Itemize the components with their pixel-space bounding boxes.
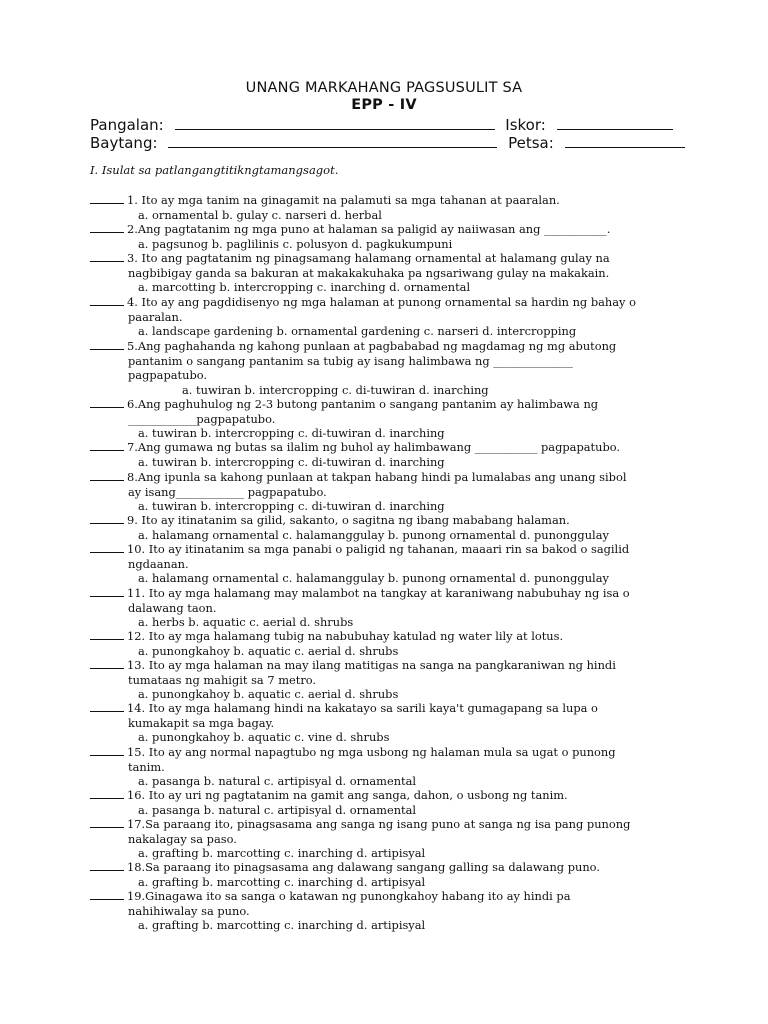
question-stem: 15. Ito ay ang normal napagtubo ng mga usbong ng halaman mula sa ugat o punong bbox=[127, 745, 616, 759]
question-stem: 14. Ito ay mga halamang hindi na kakatayo sa sarili kaya't gumagapang sa lupa o bbox=[127, 701, 598, 715]
answer-options: a. tuwiran b. intercropping c. di-tuwiran d. inarching bbox=[138, 499, 445, 513]
answer-blank[interactable] bbox=[90, 513, 124, 524]
answer-options: a. punongkahoy b. aquatic c. aerial d. shrubs bbox=[138, 643, 399, 658]
question-stem: 19.Ginagawa ito sa sanga o katawan ng punongkahoy habang ito ay hindi pa bbox=[127, 889, 571, 903]
question-item bbox=[90, 513, 690, 542]
question-continuation: tanim. bbox=[128, 759, 165, 774]
question-stem: 1. Ito ay mga tanim na ginagamit na palamuti sa mga tahanan at paaralan. bbox=[127, 193, 560, 207]
answer-options: a. pasanga b. natural c. artipisyal d. ornamental bbox=[138, 774, 417, 788]
answer-blank[interactable] bbox=[90, 586, 124, 597]
question-stem: 16. Ito ay uri ng pagtatanim na gamit ang sanga, dahon, o usbong ng tanim. bbox=[127, 788, 568, 802]
question-item bbox=[90, 629, 690, 658]
answer-blank[interactable] bbox=[90, 860, 124, 871]
answer-blank[interactable] bbox=[90, 745, 124, 756]
question-continuation: paaralan. bbox=[128, 309, 183, 324]
answer-options: a. grafting b. marcotting c. inarching d. artipisyal bbox=[138, 918, 426, 932]
answer-blank[interactable] bbox=[90, 542, 124, 553]
answer-options: a. grafting b. marcotting c. inarching d. artipisyal bbox=[138, 874, 426, 889]
answer-blank[interactable] bbox=[90, 440, 124, 451]
name-label: Pangalan: bbox=[90, 116, 164, 134]
answer-blank[interactable] bbox=[90, 295, 124, 306]
question-continuation: ____________pagpapatubo. bbox=[128, 411, 276, 426]
question-stem: 10. Ito ay itinatanim sa mga panabi o paligid ng tahanan, maaari rin sa bakod o sagilid bbox=[127, 542, 630, 556]
question-stem: 18.Sa paraang ito pinagsasama ang dalawang sangang galling sa dalawang puno. bbox=[127, 860, 600, 874]
answer-blank[interactable] bbox=[90, 397, 124, 408]
question-item bbox=[90, 745, 690, 789]
question-stem: 8.Ang ipunla sa kahong punlaan at takpan habang hindi pa lumalabas ang unang sibol bbox=[127, 470, 627, 484]
question-item bbox=[90, 788, 690, 817]
answer-blank[interactable] bbox=[90, 817, 124, 828]
answer-blank[interactable] bbox=[90, 193, 124, 204]
answer-options: a. halamang ornamental c. halamanggulay b. punong ornamental d. punonggulay bbox=[138, 571, 609, 585]
name-line[interactable] bbox=[175, 116, 495, 130]
date-line[interactable] bbox=[565, 134, 685, 148]
question-item bbox=[90, 295, 690, 339]
question-stem: 6.Ang paghuhulog ng 2-3 butong pantanim o sangang pantanim ay halimbawa ng bbox=[127, 397, 599, 411]
answer-blank[interactable] bbox=[90, 470, 124, 481]
question-continuation: nahihiwalay sa puno. bbox=[128, 903, 250, 918]
answer-options: a. halamang ornamental c. halamanggulay b. punong ornamental d. punonggulay bbox=[138, 527, 609, 542]
answer-blank[interactable] bbox=[90, 629, 124, 640]
question-item bbox=[90, 251, 690, 295]
question-item bbox=[90, 222, 690, 251]
answer-blank[interactable] bbox=[90, 251, 124, 262]
answer-options: a. punongkahoy b. aquatic c. vine d. shrubs bbox=[138, 730, 390, 744]
answer-options: a. landscape gardening b. ornamental gardening c. narseri d. intercropping bbox=[138, 324, 577, 338]
question-stem: 11. Ito ay mga halamang may malambot na tangkay at karaniwang nabubuhay ng isa o bbox=[127, 586, 630, 600]
question-continuation: ngdaanan. bbox=[128, 556, 189, 571]
question-item bbox=[90, 470, 690, 514]
question-item bbox=[90, 889, 690, 933]
answer-options: a. tuwiran b. intercropping c. di-tuwiran d. inarching bbox=[182, 382, 489, 397]
grade-label: Baytang: bbox=[90, 134, 158, 152]
question-continuation: pagpapatubo. bbox=[128, 368, 208, 382]
answer-options: a. grafting b. marcotting c. inarching d. artipisyal bbox=[138, 846, 426, 860]
question-stem: 5.Ang paghahanda ng kahong punlaan at pagbababad ng magdamag ng mg abutong bbox=[127, 339, 617, 353]
answer-options: a. pagsunog b. paglilinis c. polusyon d. pagkukumpuni bbox=[138, 236, 453, 251]
question-continuation: kumakapit sa mga bagay. bbox=[128, 715, 275, 730]
question-stem: 13. Ito ay mga halaman na may ilang matitigas na sanga na pangkaraniwan ng hindi bbox=[127, 658, 616, 672]
answer-options: a. tuwiran b. intercropping c. di-tuwiran d. inarching bbox=[138, 454, 445, 469]
question-item bbox=[90, 658, 690, 702]
question-stem: 9. Ito ay itinatanim sa gilid, sakanto, o sagitna ng ibang mababang halaman. bbox=[127, 513, 570, 527]
question-item bbox=[90, 440, 690, 469]
answer-options: a. marcotting b. intercropping c. inarching d. ornamental bbox=[138, 280, 471, 294]
answer-options: a. punongkahoy b. aquatic c. aerial d. shrubs bbox=[138, 687, 399, 701]
question-item bbox=[90, 339, 690, 397]
instruction: I. Isulat sa patlangangtitikngtamangsagot. bbox=[90, 163, 339, 177]
exam-subject: EPP - IV bbox=[351, 97, 417, 113]
answer-blank[interactable] bbox=[90, 788, 124, 799]
question-stem: 2.Ang pagtatanim ng mga puno at halaman sa paligid ay naiiwasan ang ___________. bbox=[127, 222, 611, 236]
question-stem: 17.Sa paraang ito, pinagsasama ang sanga ng isang puno at sanga ng isa pang punong bbox=[127, 817, 631, 831]
question-item bbox=[90, 542, 690, 586]
answer-options: a. tuwiran b. intercropping c. di-tuwiran d. inarching bbox=[138, 426, 445, 440]
question-continuation: pantanim o sangang pantanim sa tubig ay isang halimbawa ng ______________ bbox=[128, 353, 573, 368]
score-label: Iskor: bbox=[505, 116, 546, 134]
question-stem: 3. Ito ang pagtatanim ng pinagsamang halamang ornamental at halamang gulay na bbox=[127, 251, 610, 265]
question-item bbox=[90, 193, 690, 222]
question-item bbox=[90, 860, 690, 889]
question-item bbox=[90, 701, 690, 745]
question-item bbox=[90, 397, 690, 441]
answer-blank[interactable] bbox=[90, 339, 124, 350]
question-continuation: dalawang taon. bbox=[128, 600, 217, 615]
grade-line[interactable] bbox=[168, 134, 497, 148]
answer-blank[interactable] bbox=[90, 889, 124, 900]
answer-blank[interactable] bbox=[90, 701, 124, 712]
question-continuation: nagbibigay ganda sa bakuran at makakakuhaka pa ngsariwang gulay na makakain. bbox=[128, 265, 610, 280]
question-continuation: tumataas ng mahigit sa 7 metro. bbox=[128, 672, 317, 687]
name-score-row bbox=[90, 116, 673, 134]
score-line[interactable] bbox=[557, 116, 673, 130]
exam-title: UNANG MARKAHANG PAGSUSULIT SA bbox=[245, 80, 523, 96]
answer-options: a. pasanga b. natural c. artipisyal d. ornamental bbox=[138, 802, 417, 817]
date-label: Petsa: bbox=[508, 134, 554, 152]
answer-options: a. ornamental b. gulay c. narseri d. herbal bbox=[138, 207, 382, 222]
answer-options: a. herbs b. aquatic c. aerial d. shrubs bbox=[138, 615, 354, 629]
question-continuation: nakalagay sa paso. bbox=[128, 831, 237, 846]
question-stem: 12. Ito ay mga halamang tubig na nabubuhay katulad ng water lily at lotus. bbox=[127, 629, 564, 643]
question-stem: 4. Ito ay ang pagdidisenyo ng mga halaman at punong ornamental sa hardin ng bahay o bbox=[127, 295, 636, 309]
grade-date-row bbox=[90, 134, 685, 152]
question-stem: 7.Ang gumawa ng butas sa ilalim ng buhol ay halimbawang ___________ pagpapatubo. bbox=[127, 440, 621, 454]
answer-blank[interactable] bbox=[90, 222, 124, 233]
answer-blank[interactable] bbox=[90, 658, 124, 669]
question-item bbox=[90, 817, 690, 861]
question-item bbox=[90, 586, 690, 630]
question-continuation: ay isang____________ pagpapatubo. bbox=[128, 484, 327, 499]
